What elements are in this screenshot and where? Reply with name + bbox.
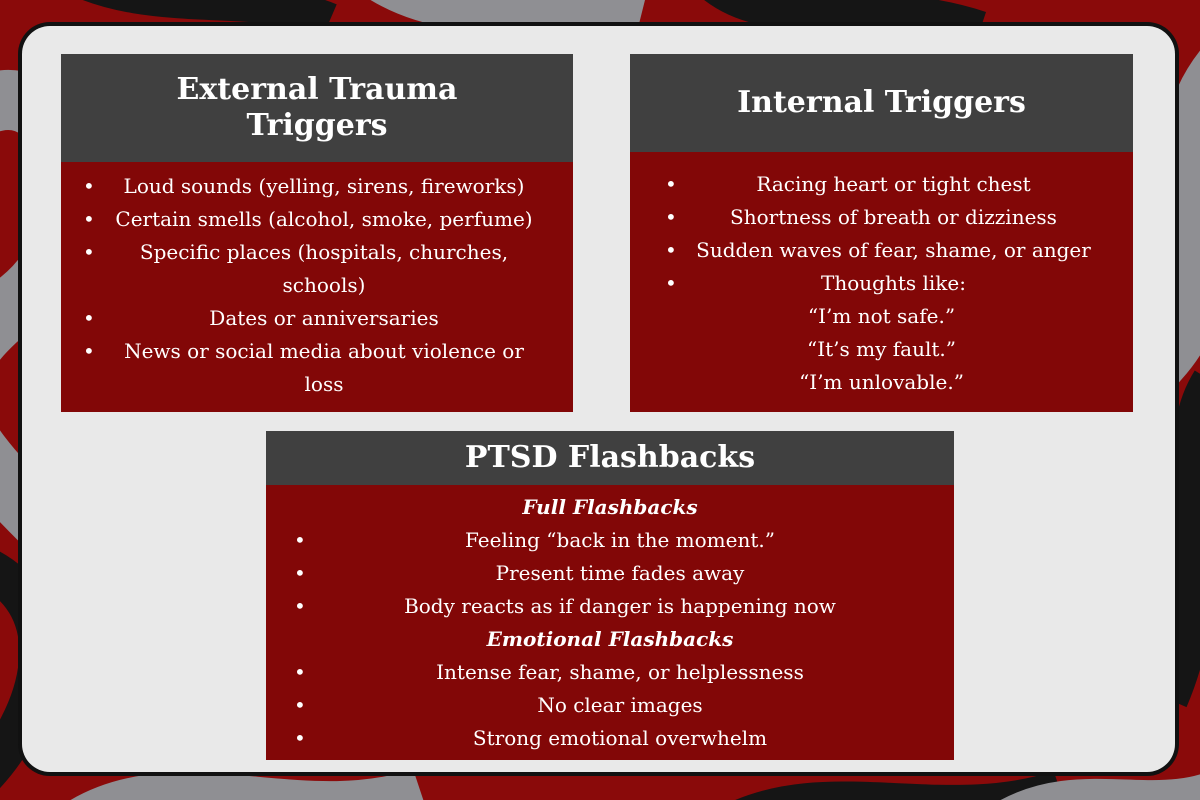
list-item: • Specific places (hospitals, churches, schools) xyxy=(61,236,573,302)
full-flashbacks-list xyxy=(266,524,954,623)
list-item: • Dates or anniversaries xyxy=(61,302,573,335)
list-item: • Loud sounds (yelling, sirens, fireworks) xyxy=(61,170,573,203)
internal-triggers-body xyxy=(630,152,1133,412)
ptsd-flashbacks-body xyxy=(266,485,954,760)
list-item: • News or social media about violence or loss xyxy=(61,335,573,401)
list-item: • Present time fades away xyxy=(266,557,954,590)
list-item: • Certain smells (alcohol, smoke, perfume) xyxy=(61,203,573,236)
external-triggers-card xyxy=(61,54,573,412)
list-item: • Body reacts as if danger is happening now xyxy=(266,590,954,623)
internal-triggers-list xyxy=(630,168,1133,300)
internal-triggers-card xyxy=(630,54,1133,412)
list-item: • Thoughts like: xyxy=(630,267,1133,300)
internal-triggers-header: Internal Triggers xyxy=(630,54,1133,152)
list-item: • Racing heart or tight chest xyxy=(630,168,1133,201)
list-item: • Sudden waves of fear, shame, or anger xyxy=(630,234,1133,267)
thought-quote: “I’m unlovable.” xyxy=(799,370,964,394)
external-triggers-body xyxy=(61,162,573,412)
full-flashbacks-heading: Full Flashbacks xyxy=(522,495,698,519)
ptsd-flashbacks-header: PTSD Flashbacks xyxy=(266,431,954,485)
external-triggers-list xyxy=(61,170,573,401)
emotional-flashbacks-heading: Emotional Flashbacks xyxy=(486,627,734,651)
thought-quote: “I’m not safe.” xyxy=(807,304,956,328)
external-triggers-title-line1: External Trauma xyxy=(176,72,458,107)
external-triggers-header xyxy=(61,54,573,162)
external-triggers-title-line2: Triggers xyxy=(246,108,388,143)
thought-quote: “It’s my fault.” xyxy=(807,337,956,361)
list-item: • Intense fear, shame, or helplessness xyxy=(266,656,954,689)
list-item: • Shortness of breath or dizziness xyxy=(630,201,1133,234)
emotional-flashbacks-list xyxy=(266,656,954,755)
ptsd-flashbacks-card xyxy=(266,431,954,760)
list-item: • Feeling “back in the moment.” xyxy=(266,524,954,557)
list-item: • Strong emotional overwhelm xyxy=(266,722,954,755)
list-item: • No clear images xyxy=(266,689,954,722)
